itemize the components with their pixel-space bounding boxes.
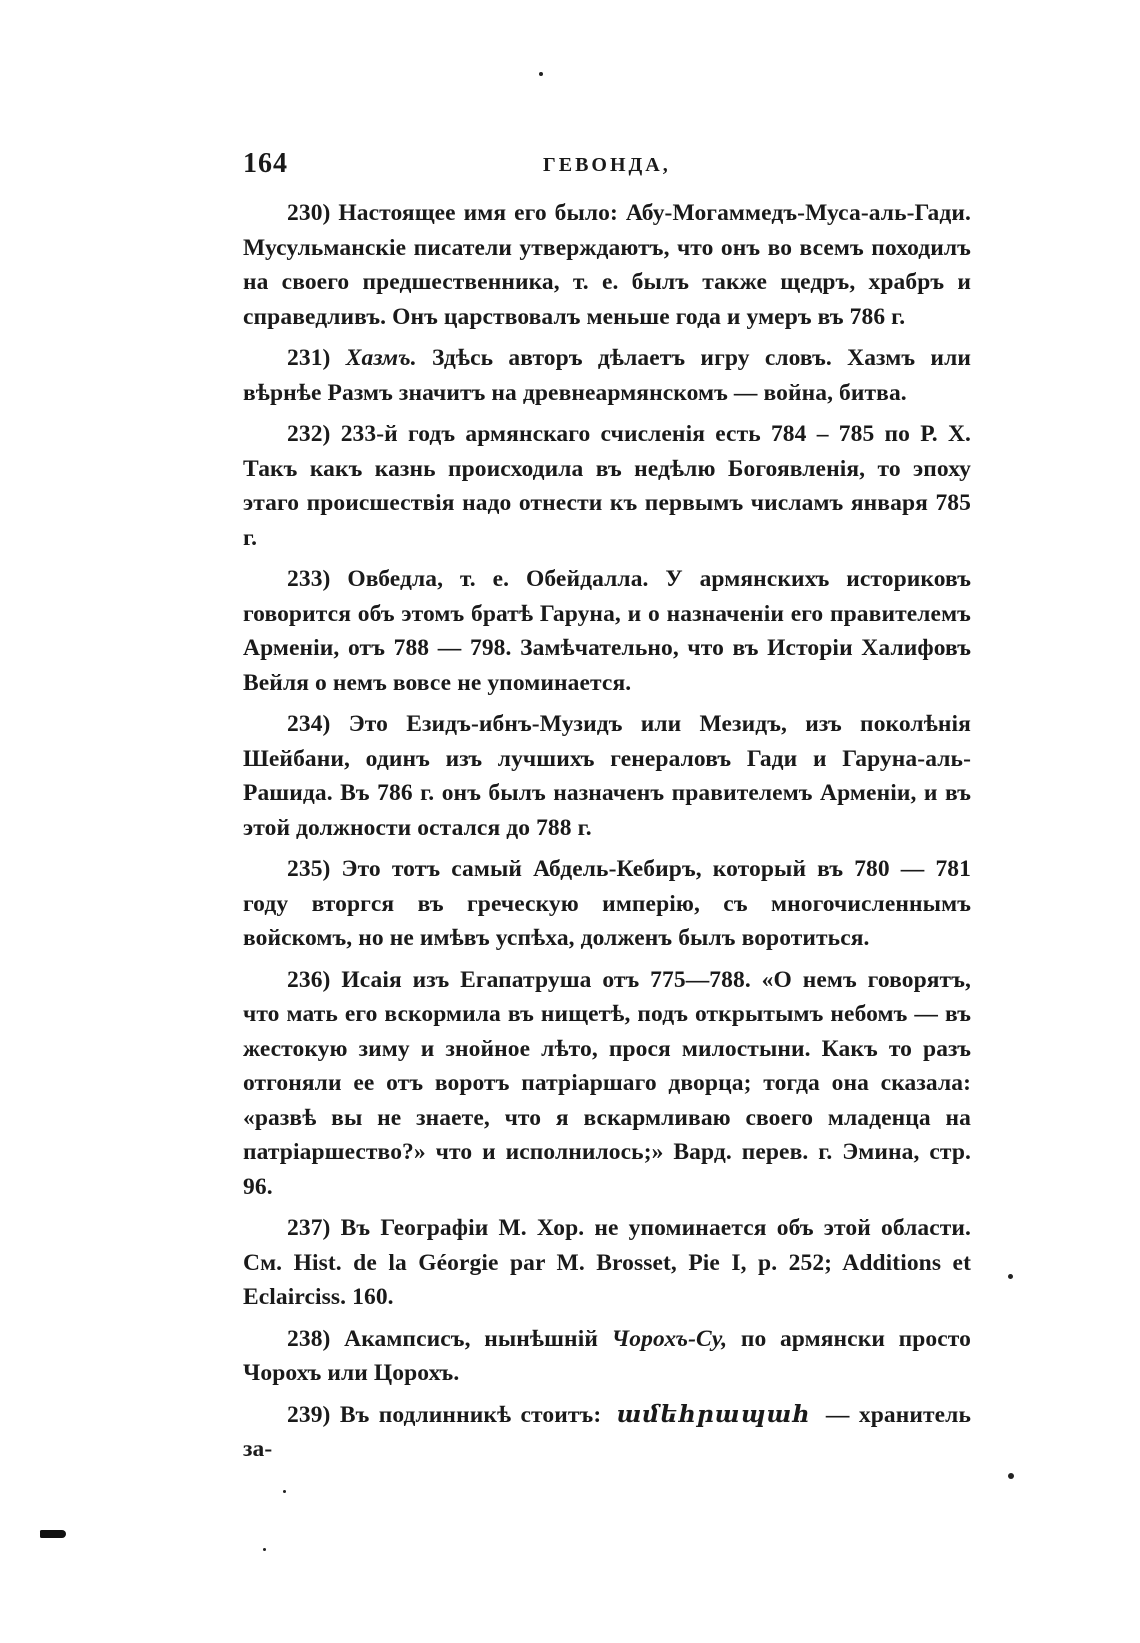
footnote-236	[243, 963, 971, 1205]
footnote-text: 233-й годъ армянскаго счисленія есть 784 – 785 по Р. Х. Такъ какъ казнь происходила въ недѣлю Богоявленія, то эпоху этаго происшествія надо отнести къ первымъ числамъ января 785 г.	[243, 421, 971, 551]
page-number: 164	[243, 148, 288, 179]
footnote-number: 230)	[287, 200, 331, 226]
armenian-word: ամեհրապահ	[616, 1401, 811, 1428]
footnote-235	[243, 852, 971, 956]
footnote-term: Чорохъ-Су,	[611, 1325, 728, 1352]
footnote-text: Здѣсь авторъ дѣлаетъ игру словъ. Хазмъ или вѣрнѣе Размъ значитъ на древнеармянскомъ — война, битва.	[243, 345, 971, 406]
page-header	[243, 140, 971, 196]
page-body	[243, 140, 971, 1474]
footnote-number: 231)	[287, 345, 331, 371]
footnote-number: 238)	[287, 1325, 331, 1352]
footnote-234	[243, 707, 971, 845]
footnote-number: 232)	[287, 421, 331, 447]
footnote-237	[243, 1211, 971, 1315]
footnote-text: Это Езидъ-ибнъ-Музидъ или Мезидъ, изъ поколѣнія Шейбани, одинъ изъ лучшихъ генераловъ Гади и Гаруна-аль-Рашида. Въ 786 г. онъ былъ назначенъ правителемъ Арменіи, и въ этой должности остался до 788 г.	[243, 711, 971, 841]
footnote-text: по армянски просто Чорохъ или Цорохъ.	[243, 1325, 971, 1386]
footnote-232	[243, 417, 971, 555]
footnote-239	[243, 1398, 971, 1467]
scan-speck	[539, 72, 543, 76]
footnote-text-before: Въ подлинникѣ стоитъ:	[339, 1401, 602, 1428]
footnote-number: 233)	[287, 566, 331, 592]
footnote-text: Въ Географіи М. Хор. не упоминается объ этой области. См. Hist. de la Géorgie par M. Brosset, Pie I, p. 252; Additions et Eclairciss. 160.	[243, 1215, 972, 1310]
running-title: ГЕВОНДА,	[543, 154, 671, 176]
footnote-number: 237)	[287, 1215, 331, 1241]
footnote-238	[243, 1322, 971, 1391]
footnote-text: Овбедла, т. е. Обейдалла. У армянскихъ историковъ говорится объ этомъ братѣ Гаруна, и о назначеніи его правителемъ Арменіи, отъ 788 — 798. Замѣчательно, что въ Исторіи Халифовъ Вейля о немъ вовсе не упоминается.	[243, 566, 971, 696]
footnote-number: 235)	[287, 856, 331, 882]
scan-mark	[40, 1530, 66, 1538]
scan-speck	[263, 1548, 266, 1551]
footnote-text: Это тотъ самый Абдель-Кебиръ, который въ 780 — 781 году вторгся въ греческую имперію, съ многочисленнымъ войскомъ, но не имѣвъ успѣха, долженъ былъ воротиться.	[243, 856, 971, 951]
footnote-number: 239)	[287, 1401, 331, 1428]
footnote-number: 234)	[287, 711, 331, 737]
scan-speck	[1008, 1473, 1014, 1479]
footnote-233	[243, 562, 971, 700]
footnote-text: Настоящее имя его было: Абу-Могаммедъ-Муса-аль-Гади. Мусульманскіе писатели утверждаютъ, что онъ во всемъ походилъ на своего предшественника, т. е. былъ также щедръ, храбръ и справедливъ. Онъ царствовалъ меньше года и умеръ въ 786 г.	[243, 200, 971, 330]
footnote-230	[243, 196, 971, 334]
footnote-text-before: Акампсисъ, нынѣшній	[344, 1325, 598, 1352]
scan-speck	[1008, 1274, 1013, 1279]
footnote-231	[243, 341, 971, 410]
scan-speck	[283, 1490, 286, 1493]
footnote-text: — хранитель за-	[243, 1401, 971, 1462]
footnote-term: Хазмъ.	[345, 345, 417, 371]
footnote-text: Исаія изъ Егапатруша отъ 775—788. «О немъ говорятъ, что мать его вскормила въ нищетѣ, подъ открытымъ небомъ — въ жестокую зиму и знойное лѣто, прося милостыни. Какъ то разъ отгоняли ее отъ воротъ патріаршаго дворца; тогда она сказала: «развѣ вы не знаете, что я вскармливаю своего младенца на патріаршество?» что и исполнилось;» Вард. перев. г. Эмина, стр. 96.	[243, 966, 971, 1200]
footnote-number: 236)	[287, 966, 331, 993]
